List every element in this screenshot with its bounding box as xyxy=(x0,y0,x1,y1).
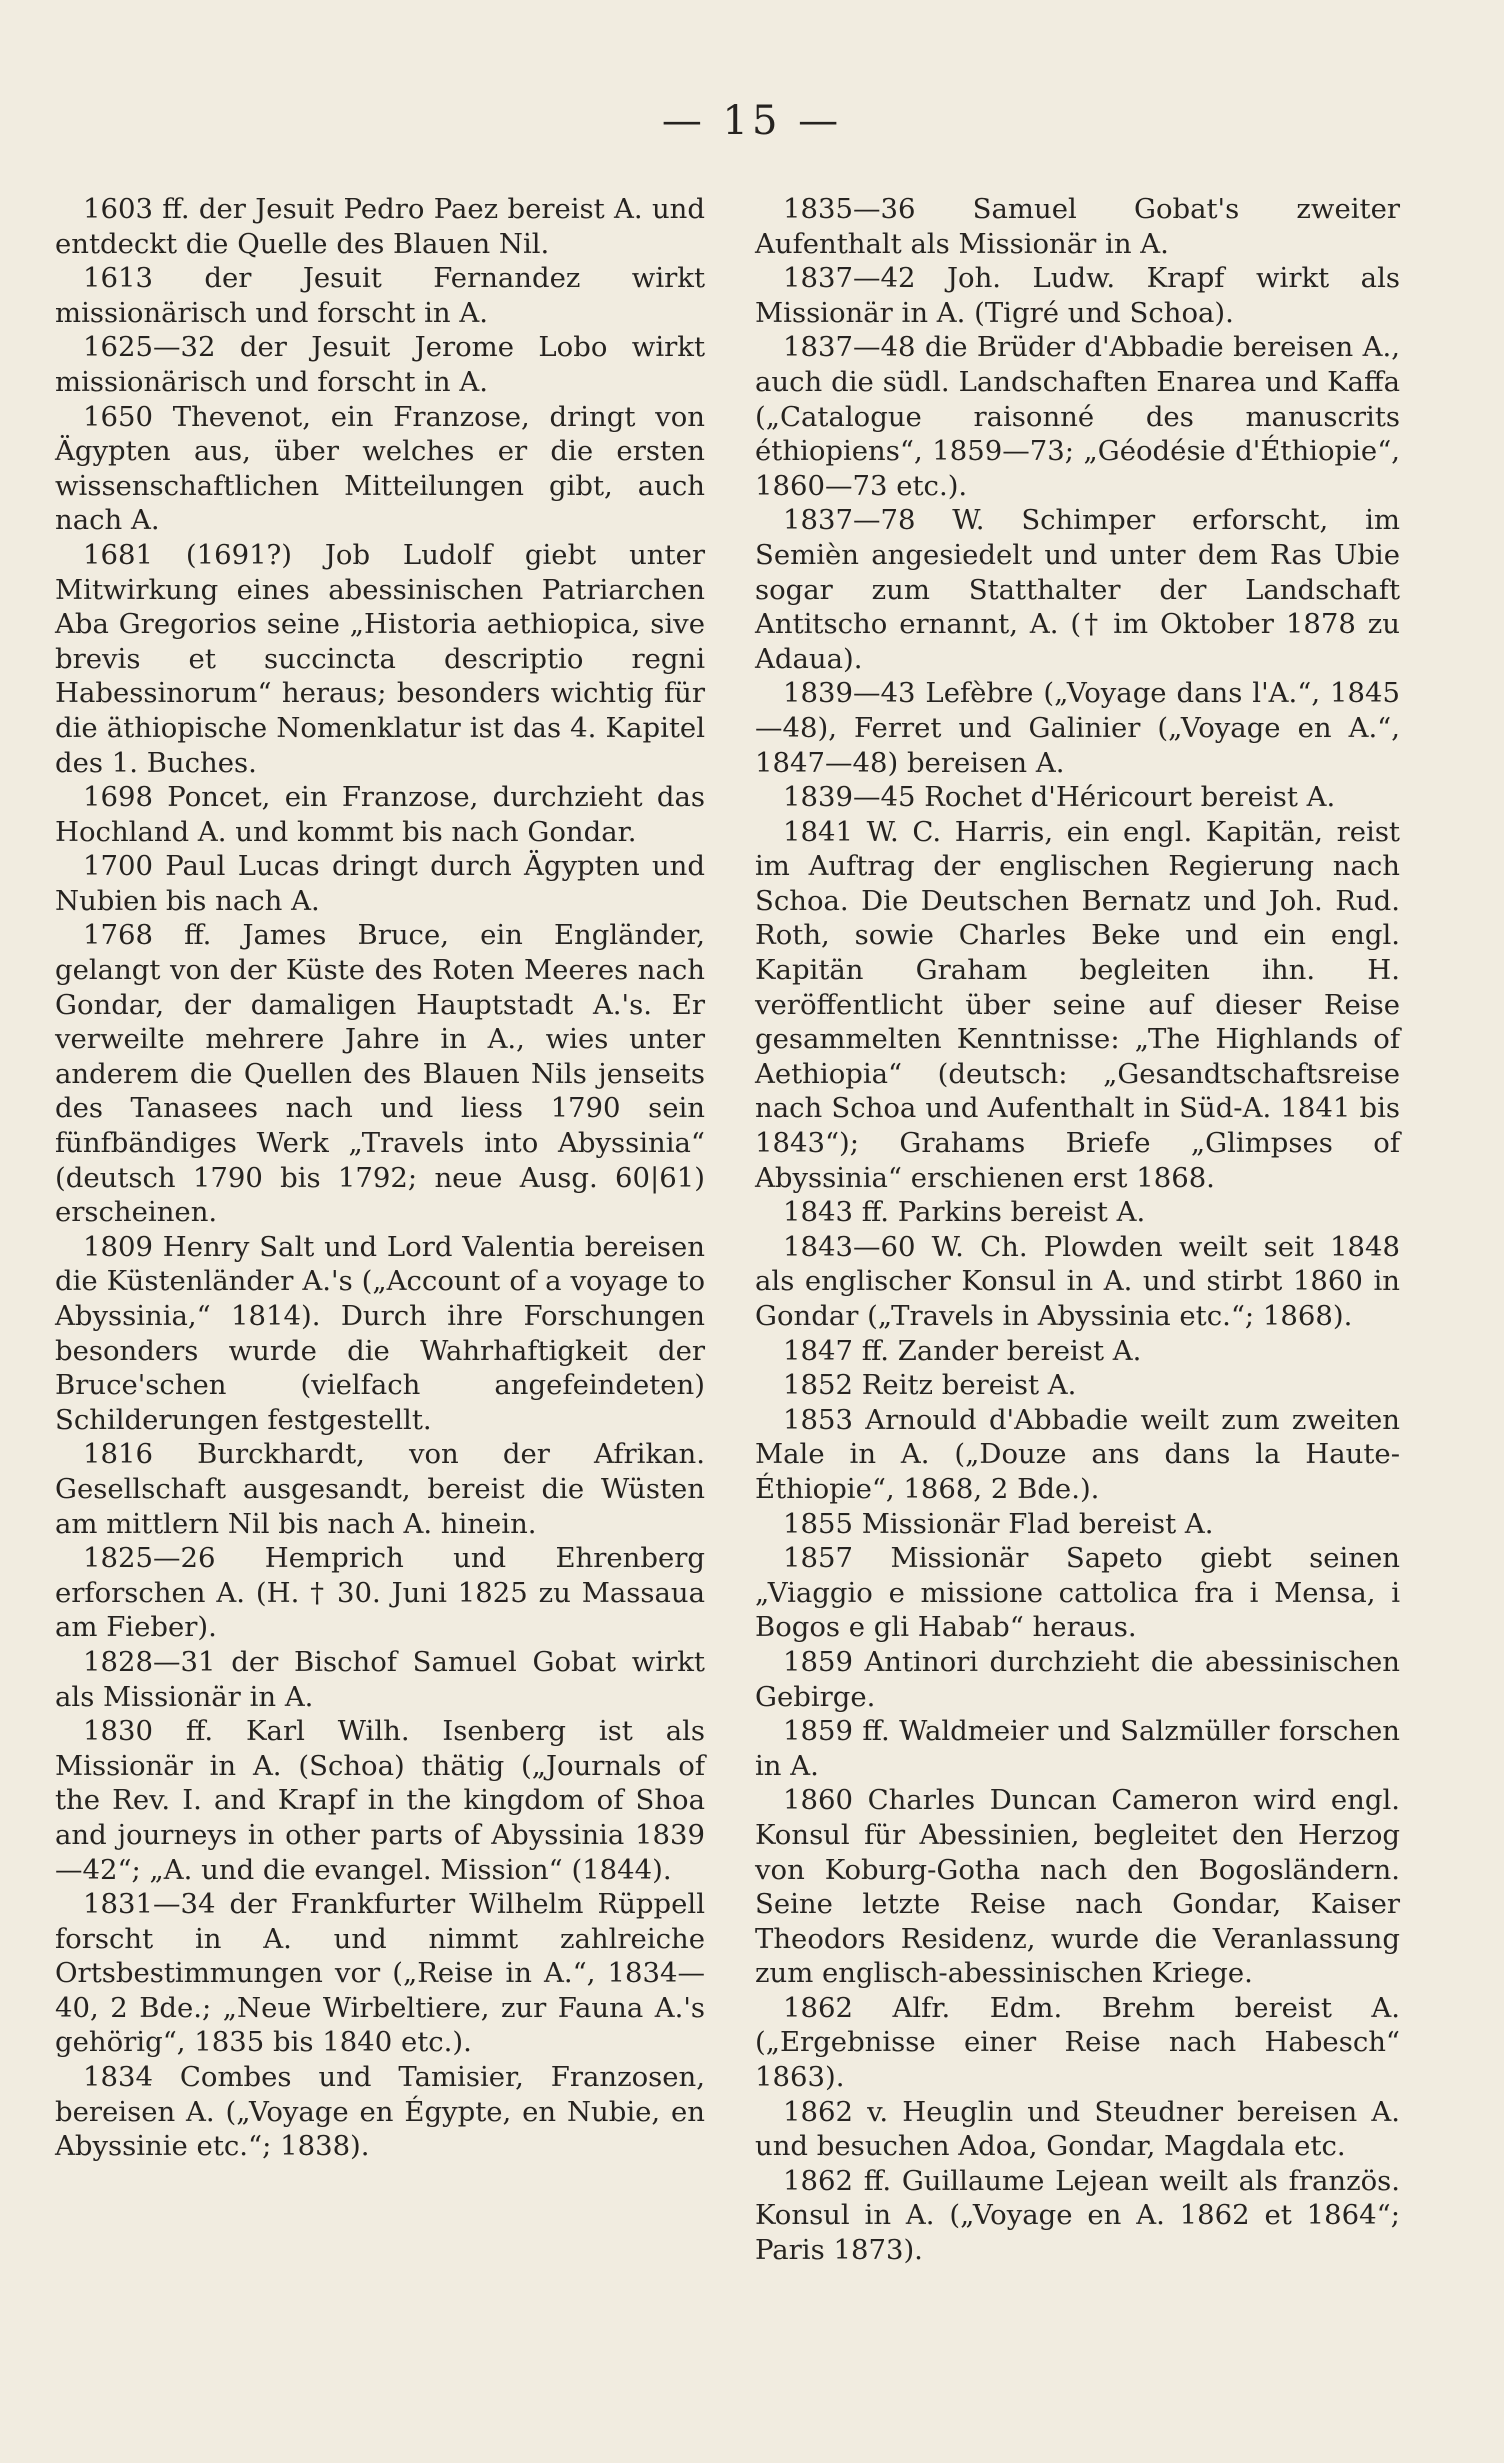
chronology-entry: 1853 Arnould d'Abbadie weilt zum zweiten Male in A. („Douze ans dans la Haute-Éthiopie“, 1868, 2 Bde.). xyxy=(755,1403,1400,1505)
chronology-entry: 1835—36 Samuel Gobat's zweiter Aufenthalt als Missionär in A. xyxy=(755,193,1400,260)
chronology-entry: 1859 ff. Waldmeier und Salzmüller forschen in A. xyxy=(755,1715,1400,1782)
chronology-entry: 1828—31 der Bischof Samuel Gobat wirkt als Missionär in A. xyxy=(55,1645,705,1713)
chronology-entry: 1839—45 Rochet d'Héricourt bereist A. xyxy=(783,781,1336,814)
chronology-entry: 1860 Charles Duncan Cameron wird engl. Konsul für Abessinien, begleitet den Herzog von Koburg-Gotha nach den Bogosländern. Seine letzte Reise nach Gondar, Kaiser Theodors Residenz, wurde die Veranlassung zum englisch-abessinischen Kriege. xyxy=(755,1784,1400,1990)
chronology-entry: 1857 Missionär Sapeto giebt seinen „Viaggio e missione cattolica fra i Mensa, i Bogos e gli Habab“ heraus. xyxy=(755,1542,1400,1644)
chronology-entry: 1852 Reitz bereist A. xyxy=(783,1369,1077,1402)
chronology-entry: 1681 (1691?) Job Ludolf giebt unter Mitwirkung eines abessinischen Patriarchen Aba Gregorios seine „Historia aethiopica, sive brevis et succincta descriptio regni Habessinorum“ heraus; besonders wichtig für die äthiopische Nomenklatur ist das 4. Kapitel des 1. Buches. xyxy=(55,538,705,779)
chronology-entry: 1603 ff. der Jesuit Pedro Paez bereist A. und entdeckt die Quelle des Blauen Nil. xyxy=(55,193,705,260)
chronology-entry: 1862 ff. Guillaume Lejean weilt als französ. Konsul in A. („Voyage en A. 1862 et 1864“; Paris 1873). xyxy=(755,2164,1400,2267)
chronology-entry: 1862 Alfr. Edm. Brehm bereist A. („Ergebnisse einer Reise nach Habesch“ 1863). xyxy=(755,1991,1400,2094)
chronology-entry: 1841 W. C. Harris, ein engl. Kapitän, reist im Auftrag der englischen Regierung nach Schoa. Die Deutschen Bernatz und Joh. Rud. Roth, sowie Charles Beke und ein engl. Kapitän Graham begleiten ihn. H. veröffentlicht über seine auf dieser Reise gesammelten Kenntnisse: „The Highlands of Aethiopia“ (deutsch: „Gesandtschaftsreise nach Schoa und Aufenthalt in Süd-A. 1841 bis 1843“); Grahams Briefe „Glimpses of Abyssinia“ erschienen erst 1868. xyxy=(755,815,1400,1194)
chronology-entry: 1843—60 W. Ch. Plowden weilt seit 1848 als englischer Konsul in A. und stirbt 1860 in Gondar („Travels in Abyssinia etc.“; 1868). xyxy=(755,1230,1400,1332)
chronology-entry: 1834 Combes und Tamisier, Franzosen, bereisen A. („Voyage en Égypte, en Nubie, en Abyssinie etc.“; 1838). xyxy=(55,2061,705,2163)
chronology-entry: 1825—26 Hemprich und Ehrenberg erforschen A. (H. † 30. Juni 1825 zu Massaua am Fieber). xyxy=(55,1542,705,1644)
chronology-entry: 1855 Missionär Flad bereist A. xyxy=(783,1507,1214,1540)
chronology-entry: 1830 ff. Karl Wilh. Isenberg ist als Missionär in A. (Schoa) thätig („Journals of the Rev. I. and Krapf in the kingdom of Shoa and journeys in other parts of Abyssinia 1839—42“; „A. und die evangel. Mission“ (1844). xyxy=(55,1715,705,1886)
chronology-entry: 1613 der Jesuit Fernandez wirkt missionärisch und forscht in A. xyxy=(55,262,705,329)
right-column xyxy=(755,192,1400,2268)
chronology-entry: 1625—32 der Jesuit Jerome Lobo wirkt missionärisch und forscht in A. xyxy=(55,331,705,398)
chronology-entry: 1847 ff. Zander bereist A. xyxy=(783,1334,1142,1367)
chronology-entry: 1837—42 Joh. Ludw. Krapf wirkt als Missionär in A. (Tigré und Schoa). xyxy=(755,262,1400,329)
chronology-entry: 1700 Paul Lucas dringt durch Ägypten und Nubien bis nach A. xyxy=(55,850,705,917)
chronology-entry: 1768 ff. James Bruce, ein Engländer, gelangt von der Küste des Roten Meeres nach Gondar, der damaligen Hauptstadt A.'s. Er verweilte mehrere Jahre in A., wies unter anderem die Quellen des Blauen Nils jenseits des Tanasees nach und liess 1790 sein fünfbändiges Werk „Travels into Abyssinia“ (deutsch 1790 bis 1792; neue Ausg. 60|61) erscheinen. xyxy=(55,919,705,1229)
chronology-entry: 1839—43 Lefèbre („Voyage dans l'A.“, 1845—48), Ferret und Galinier („Voyage en A.“, 1847—48) bereisen A. xyxy=(755,677,1400,779)
page-number: — 15 — xyxy=(661,98,843,144)
chronology-entry: 1698 Poncet, ein Franzose, durchzieht das Hochland A. und kommt bis nach Gondar. xyxy=(55,781,705,848)
left-column xyxy=(55,192,705,2164)
chronology-entry: 1837—48 die Brüder d'Abbadie bereisen A., auch die südl. Landschaften Enarea und Kaffa („Catalogue raisonné des manuscrits éthiopiens“, 1859—73; „Géodésie d'Éthiopie“, 1860—73 etc.). xyxy=(755,331,1400,502)
chronology-entry: 1862 v. Heuglin und Steudner bereisen A. und besuchen Adoa, Gondar, Magdala etc. xyxy=(755,2095,1400,2163)
chronology-entry: 1650 Thevenot, ein Franzose, dringt von Ägypten aus, über welches er die ersten wissenschaftlichen Mitteilungen gibt, auch nach A. xyxy=(55,400,705,537)
chronology-entry: 1843 ff. Parkins bereist A. xyxy=(783,1196,1146,1229)
chronology-entry: 1809 Henry Salt und Lord Valentia bereisen die Küstenländer A.'s („Account of a voyage to Abyssinia,“ 1814). Durch ihre Forschungen besonders wurde die Wahrhaftigkeit der Bruce'schen (vielfach angefeindeten) Schilderungen festgestellt. xyxy=(55,1230,705,1436)
chronology-entry: 1816 Burckhardt, von der Afrikan. Gesellschaft ausgesandt, bereist die Wüsten am mittlern Nil bis nach A. hinein. xyxy=(55,1438,705,1540)
chronology-entry: 1837—78 W. Schimper erforscht, im Semièn angesiedelt und unter dem Ras Ubie sogar zum Statthalter der Landschaft Antitscho ernannt, A. († im Oktober 1878 zu Adaua). xyxy=(755,504,1400,675)
chronology-entry: 1859 Antinori durchzieht die abessinischen Gebirge. xyxy=(755,1645,1400,1713)
chronology-entry: 1831—34 der Frankfurter Wilhelm Rüppell forscht in A. und nimmt zahlreiche Ortsbestimmungen vor („Reise in A.“, 1834—40, 2 Bde.; „Neue Wirbeltiere, zur Fauna A.'s gehörig“, 1835 bis 1840 etc.). xyxy=(55,1888,705,2059)
